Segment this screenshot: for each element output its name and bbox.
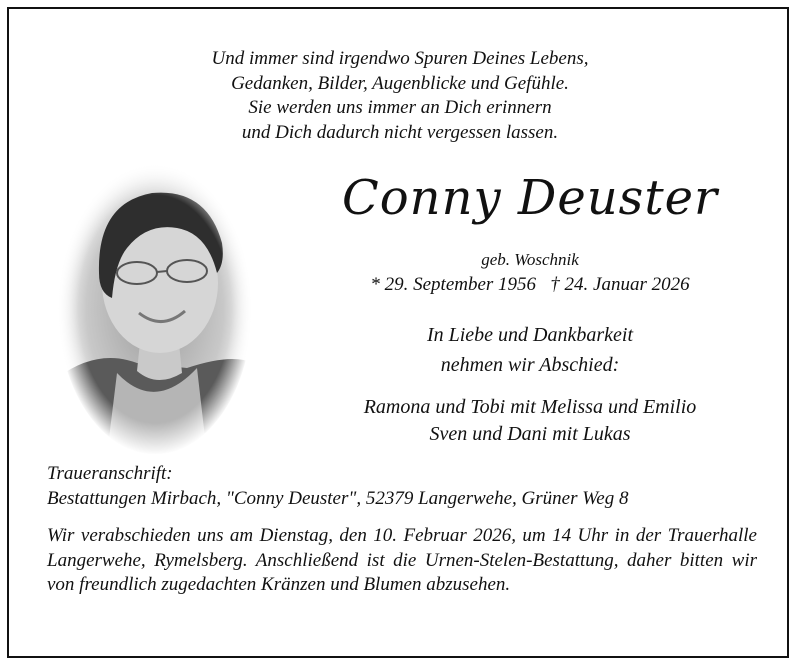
life-dates: * 29. September 1956 † 24. Januar 2026 [370,274,690,295]
mourner-line: Sven und Dani mit Lukas [429,423,631,445]
service-text: Wir verabschieden uns am Dienstag, den 10. Februar 2026, um 14 Uhr in der Trauerhalle Langerwehe, Rymelsberg. Anschließend ist die Urnen-Stelen-Bestattung, daher bitten wir von freundlich zugedachten Kränzen und Blumen abzusehen. [47,525,757,595]
address-line: Bestattungen Mirbach, "Conny Deuster", 52379 Langerwehe, Grüner Weg 8 [47,487,629,509]
farewell-line: nehmen wir Abschied: [440,354,620,376]
poem-line: Und immer sind irgendwo Spuren Deines Lebens, [211,48,589,69]
poem-line: Sie werden uns immer an Dich erinnern [248,97,552,118]
farewell-text [330,320,730,380]
address-block [47,462,757,511]
poem-line: Gedanken, Bilder, Augenblicke und Gefühle. [231,72,569,94]
address-label: Traueranschrift: [47,463,173,484]
mourner-line: Ramona und Tobi mit Melissa und Emilio [363,396,697,418]
deceased-name: Conny Deuster [342,170,718,226]
maiden-name: geb. Woschnik [481,250,579,269]
poem [0,47,800,145]
poem-line: und Dich dadurch nicht vergessen lassen. [241,121,559,143]
mourners-list [330,394,730,448]
portrait-photo [57,163,253,455]
farewell-line: In Liebe und Dankbarkeit [426,324,634,346]
